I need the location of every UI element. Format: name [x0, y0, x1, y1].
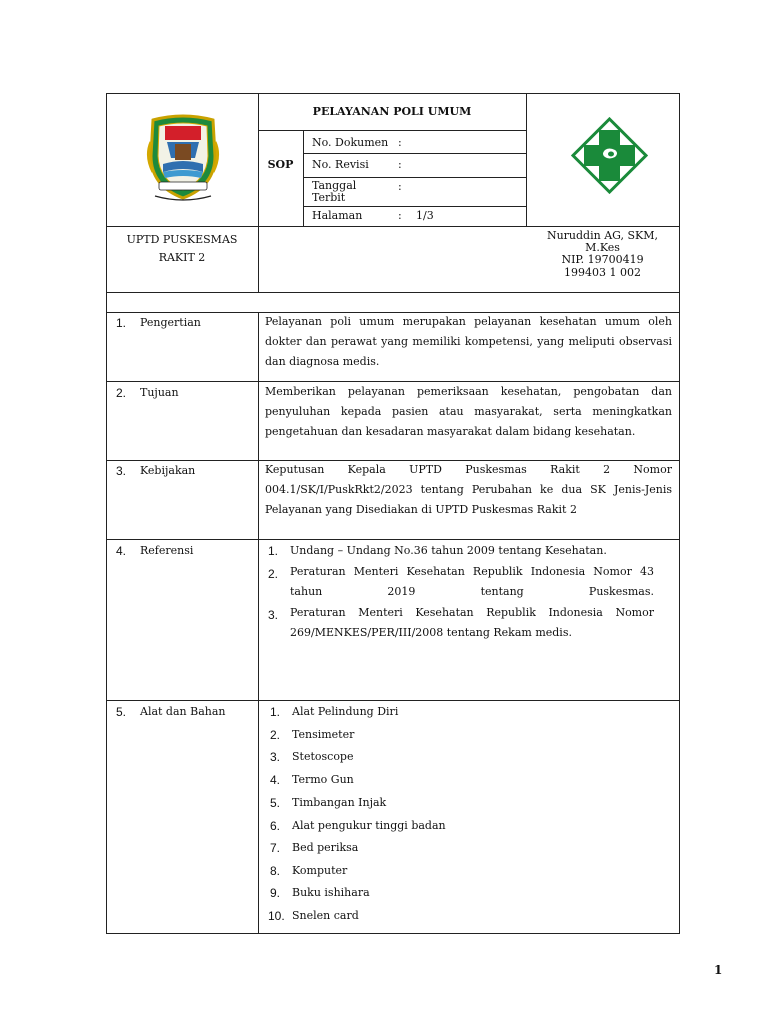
- section-text: Keputusan Kepala UPTD Puskesmas Rakit 2 Nomor 004.1/SK/I/PuskRkt2/2023 tentang Perubahan ke dua SK Jenis-Jenis Pelayanan yang Disediakan di UPTD Puskesmas Rakit 2: [265, 463, 672, 516]
- section-title: Pengertian: [140, 316, 201, 329]
- list-item: Bed periksa: [292, 841, 359, 854]
- list-number: 7.: [270, 841, 281, 855]
- list-item: Tensimeter: [292, 728, 355, 741]
- meta-no-revisi-sep: :: [398, 158, 402, 171]
- list-number: 8.: [270, 864, 281, 878]
- meta-tanggal-terbit-label: Tanggal Terbit: [312, 179, 357, 204]
- regency-coat-of-arms-logo: [145, 112, 221, 210]
- list-number: 5.: [270, 796, 281, 810]
- list-item: Alat Pelindung Diri: [292, 705, 399, 718]
- meta-no-revisi-label: No. Revisi: [312, 158, 369, 171]
- list-number: 3.: [268, 608, 279, 622]
- list-number: 1.: [268, 544, 279, 558]
- list-item: Peraturan Menteri Kesehatan Republik Indonesia Nomor 43 tahun 2019 tentang Puskesmas.: [290, 565, 654, 598]
- list-item: Stetoscope: [292, 750, 354, 763]
- section-number: 4.: [116, 544, 127, 558]
- signatory-line: M.Kes: [585, 241, 620, 254]
- list-item: Undang – Undang No.36 tahun 2009 tentang Kesehatan.: [290, 544, 607, 557]
- signatory-line: Nuruddin AG, SKM,: [546, 229, 659, 242]
- section-text: Memberikan pelayanan pemeriksaan kesehatan, pengobatan dan penyuluhan kepada pasien atau masyarakat, serta meningkatkan pengetahuan dan kesadaran masyarakat dalam bidang kesehatan.: [265, 385, 672, 438]
- signatory-line: NIP. 19700419: [561, 253, 644, 266]
- sop-label: SOP: [267, 158, 294, 171]
- list-item: Peraturan Menteri Kesehatan Republik Indonesia Nomor 269/MENKES/PER/III/2008 tentang Rekam medis.: [290, 606, 654, 639]
- list-item: Komputer: [292, 864, 348, 877]
- list-number: 6.: [270, 819, 281, 833]
- meta-halaman-label: Halaman: [312, 209, 363, 222]
- section-title: Alat dan Bahan: [140, 705, 226, 718]
- org-name-line2: RAKIT 2: [158, 251, 206, 264]
- section-number: 2.: [116, 386, 127, 400]
- list-number: 2.: [268, 567, 279, 581]
- meta-halaman-value: 1/3: [416, 209, 434, 222]
- meta-no-dokumen-sep: :: [398, 136, 402, 149]
- list-item: Termo Gun: [292, 773, 354, 786]
- section-number: 5.: [116, 705, 127, 719]
- section-text: Pelayanan poli umum merupakan pelayanan kesehatan umum oleh dokter dan perawat yang memiliki kompetensi, yang meliputi observasi dan diagnosa medis.: [265, 315, 672, 368]
- section-title: Tujuan: [140, 386, 179, 399]
- section-title: Kebijakan: [140, 464, 196, 477]
- list-number: 9.: [270, 886, 281, 900]
- section-number: 1.: [116, 316, 127, 330]
- signatory-line: 199403 1 002: [564, 266, 641, 279]
- list-item: Buku ishihara: [292, 886, 370, 899]
- section-number: 3.: [116, 464, 127, 478]
- list-item: Snelen card: [292, 909, 359, 922]
- meta-tanggal-terbit-sep: :: [398, 180, 402, 193]
- document-title: PELAYANAN POLI UMUM: [312, 105, 472, 118]
- org-name-line1: UPTD PUSKESMAS: [126, 233, 238, 246]
- page-number: 1: [714, 963, 723, 977]
- list-number: 10.: [268, 909, 285, 923]
- list-number: 3.: [270, 750, 281, 764]
- list-number: 1.: [270, 705, 281, 719]
- meta-no-dokumen-label: No. Dokumen: [312, 136, 389, 149]
- list-item: Alat pengukur tinggi badan: [292, 819, 446, 832]
- list-number: 4.: [270, 773, 281, 787]
- section-title: Referensi: [140, 544, 194, 557]
- meta-halaman-sep: :: [398, 209, 402, 222]
- puskesmas-green-cross-logo: [571, 117, 648, 194]
- list-item: Timbangan Injak: [292, 796, 387, 809]
- list-number: 2.: [270, 728, 281, 742]
